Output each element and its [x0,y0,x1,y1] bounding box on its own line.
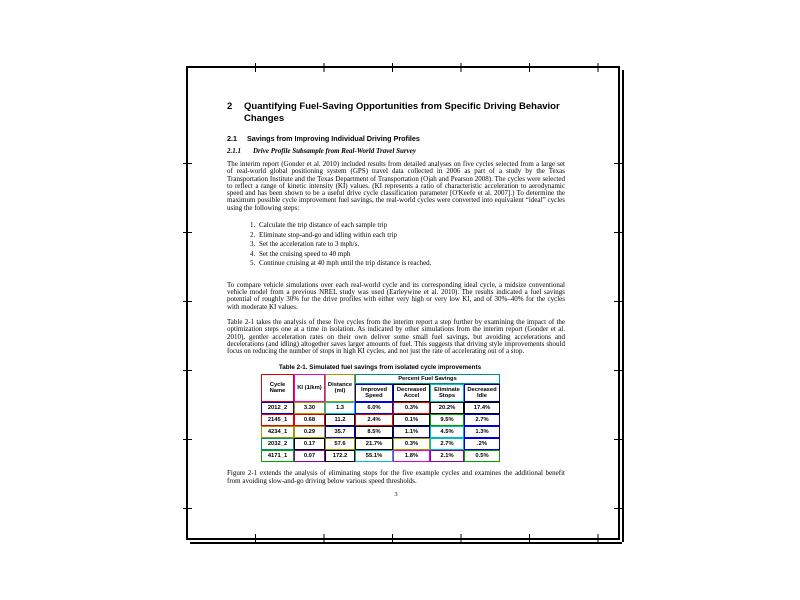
list-item [257,232,565,239]
cell-distance: 11.2 [325,414,355,426]
cell-distance: 57.6 [325,438,355,450]
list-item [257,222,565,229]
cell-eliminate-stops: 2.1% [430,450,464,462]
cell-decreased-idle: .2% [464,438,500,450]
report-page [186,66,620,540]
cell-ki: 0.29 [294,426,325,438]
table-row [261,426,500,438]
cell-cycle-name: 4234_1 [261,426,294,438]
cell-decreased-idle: 1.3% [464,426,500,438]
cell-decreased-accel: 0.1% [393,414,430,426]
paragraph-comparison: To compare vehicle simulations over each real-world cycle and its corresponding ideal cycle, a midsize conventional vehicle model from a previous NREL study was used (Earleywine et al. 2010). The results indicated a fuel savings potential of roughly 30% for the drive profiles with either very high or very low KI, and of 30%–40% for the cycles with moderate KI values. [227,280,565,311]
section-title: Savings from Improving Individual Driving Profiles [247,134,420,143]
table-row [261,414,500,426]
chapter-number: 2 [227,101,233,112]
ruler-ticks-bottom [255,534,600,543]
cell-decreased-idle: 2.7% [464,414,500,426]
ideal-cycle-steps-list [227,222,565,268]
cell-improved-speed: 6.0% [355,402,393,414]
cell-eliminate-stops: 2.7% [430,438,464,450]
cell-distance: 1.3 [325,402,355,414]
col-header-distance: Distance (mi) [325,374,355,402]
list-item-text: Set the acceleration rate to 3 mph/s. [259,240,360,249]
table-row [261,402,500,414]
col-header-improved-speed: Improved Speed [355,384,393,402]
paragraph-table-discussion: Table 2-1 takes the analysis of these five cycles from the interim report a step further by examining the impact of the optimization steps one at a time in isolation. As indicated by other simulations from the interim report (Gonder et al. 2010), gentler acceleration rates on their own deliver some small fuel savings, but avoiding accelerations and decelerations (and idling) altogether saves larger amounts of fuel. This suggests that driving style improvements should focus on reducing the number of stops in high KI cycles, and not just the rate of accelerating out of a stop. [227,317,565,356]
col-header-decreased-idle: Decreased Idle [464,384,500,402]
table-header-row-group [261,374,500,384]
subsection-number: 2.1.1 [227,147,241,155]
cell-decreased-accel: 1.1% [393,426,430,438]
cell-eliminate-stops: 9.5% [430,414,464,426]
cell-decreased-accel: 1.8% [393,450,430,462]
paragraph-figure-reference: Figure 2-1 extends the analysis of eliminating stops for the five example cycles and examines the additional benefit from avoiding slow-and-go driving below various speed thresholds. [227,469,565,485]
page-number: 3 [394,491,398,499]
fuel-savings-table [261,374,500,462]
list-item-text: Calculate the trip distance of each sample trip [259,221,388,230]
list-item-text: Set the cruising speed to 40 mph [259,249,351,258]
page-content [227,101,565,498]
cell-ki: 0.68 [294,414,325,426]
table-row [261,438,500,450]
cell-eliminate-stops: 20.2% [430,402,464,414]
subsection-title: Drive Profile Subsample from Real-World Travel Survey [253,147,416,155]
col-header-ki: KI (1/km) [294,374,325,402]
list-item [257,260,565,267]
cell-distance: 35.7 [325,426,355,438]
cell-improved-speed: 2.4% [355,414,393,426]
ruler-ticks-left [183,163,192,510]
chapter-title: Quantifying Fuel-Saving Opportunities from Specific Driving Behavior Changes [244,101,560,124]
group-header-percent-fuel-savings: Percent Fuel Savings [355,374,500,384]
cell-decreased-idle: 17.4% [464,402,500,414]
col-header-eliminate-stops: Eliminate Stops [430,384,464,402]
cell-distance: 172.2 [325,450,355,462]
paragraph-intro: The interim report (Gonder et al. 2010) included results from detailed analyses on five cycles selected from a large set of real-world global positioning system (GPS) travel data collected in 2006 as part of a study by the Texas Transportation Institute and the Texas Department of Transportation (Ojah and Pearson 2008). The cycles were selected to reflect a range of kinetic intensity (KI) values. (KI represents a ratio of characteristic acceleration to aerodynamic speed and has been shown to be a useful drive cycle classification parameter [O'Keefe et al. 2007].) To determine the maximum possible cycle improvement fuel savings, the real-world cycles were converted into equivalent “ideal” cycles using the following steps: [227,160,565,212]
cell-eliminate-stops: 4.5% [430,426,464,438]
list-item-text: Eliminate stop-and-go and idling within each trip [259,230,398,239]
cell-improved-speed: 21.7% [355,438,393,450]
cell-ki: 3.30 [294,402,325,414]
cell-decreased-accel: 0.3% [393,438,430,450]
ruler-ticks-right [614,163,623,510]
section-heading [227,134,565,143]
cell-ki: 0.07 [294,450,325,462]
list-item [257,241,565,248]
cell-decreased-idle: 0.5% [464,450,500,462]
cell-improved-speed: 55.1% [355,450,393,462]
cell-ki: 0.17 [294,438,325,450]
cell-decreased-accel: 0.3% [393,402,430,414]
col-header-decreased-accel: Decreased Accel [393,384,430,402]
subsection-heading [227,147,565,156]
cell-improved-speed: 8.5% [355,426,393,438]
chapter-heading [227,101,576,124]
table-row [261,450,500,462]
table-caption: Table 2-1. Simulated fuel savings from isolated cycle improvements [278,364,482,372]
ruler-ticks-top [255,63,600,72]
list-item-text: Continue cruising at 40 mph until the trip distance is reached. [259,259,432,268]
cell-cycle-name: 2012_2 [261,402,294,414]
cell-cycle-name: 2032_2 [261,438,294,450]
col-header-cycle-name: Cycle Name [261,374,294,402]
cell-cycle-name: 2145_1 [261,414,294,426]
section-number: 2.1 [227,134,237,143]
cell-cycle-name: 4171_1 [261,450,294,462]
list-item [257,251,565,258]
